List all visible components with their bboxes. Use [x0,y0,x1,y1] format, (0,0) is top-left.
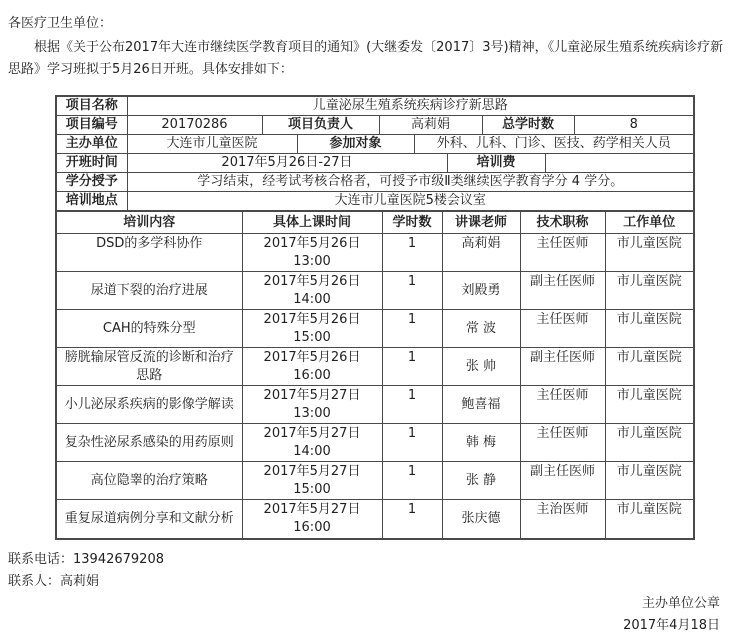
lesson-hours: 1 [382,500,442,538]
schedule-header-row [57,212,693,234]
lesson-hours: 1 [382,234,442,272]
schedule-row [57,424,693,462]
lesson-time [242,500,382,538]
lesson-title: 主任医师 [520,386,605,424]
lesson-title: 副主任医师 [520,348,605,386]
lesson-hour: 14:00 [293,444,331,459]
header-unit: 工作单位 [605,212,693,234]
lesson-teacher: 鲍喜福 [442,386,520,424]
fee-label: 培训费 [447,154,545,173]
leader-label: 项目负责人 [262,116,379,135]
total-hours-label: 总学时数 [482,116,574,135]
lesson-hours: 1 [382,462,442,500]
project-name-value: 儿童泌尿生殖系统疾病诊疗新思路 [127,97,693,116]
lesson-content: 膀胱输尿管反流的诊断和治疗思路 [57,348,242,386]
lesson-time [242,310,382,348]
lesson-content: 重复尿道病例分享和文献分析 [57,500,242,538]
lesson-hour: 16:00 [293,368,331,383]
organizer-label: 主办单位 [57,135,127,154]
lesson-unit: 市儿童医院 [605,348,693,386]
lesson-hour: 14:00 [293,292,331,307]
lesson-time [242,272,382,310]
table-row [57,154,693,173]
lesson-teacher: 张 静 [442,462,520,500]
lesson-teacher: 刘殿勇 [442,272,520,310]
info-row-project-no [57,116,693,135]
contact-person: 联系人：高莉娟 [8,573,100,589]
schedule-row [57,234,693,272]
credit-value: 学习结束，经考试考核合格者，可授予市级Ⅱ类继续医学教育学分 4 学分。 [127,173,693,192]
lesson-title: 主任医师 [520,424,605,462]
header-title: 技术职称 [520,212,605,234]
info-row-organizer [57,135,693,154]
lesson-hour: 15:00 [293,330,331,345]
schedule-row [57,386,693,424]
lesson-time [242,462,382,500]
fee-value [545,154,693,173]
table-row [57,135,693,154]
header-hours: 学时数 [382,212,442,234]
lesson-title: 主治医师 [520,500,605,538]
lesson-time [242,424,382,462]
project-name-label: 项目名称 [57,97,127,116]
lesson-hours: 1 [382,348,442,386]
table-row [57,97,693,116]
lesson-date: 2017年5月26日 [263,274,361,289]
lesson-teacher: 韩 梅 [442,424,520,462]
audience-value: 外科、儿科、门诊、医技、药学相关人员 [414,135,693,154]
lesson-hours: 1 [382,424,442,462]
header-time: 具体上课时间 [242,212,382,234]
lesson-date: 2017年5月26日 [263,350,361,365]
lesson-title: 主任医师 [520,310,605,348]
lesson-content: 高位隐睾的治疗策略 [57,462,242,500]
lesson-date: 2017年5月26日 [263,236,361,251]
schedule-row [57,348,693,386]
salutation-text: 各医疗卫生单位： [8,16,113,31]
total-hours-value: 8 [574,116,693,135]
project-no-value: 20170286 [127,116,262,135]
lesson-teacher: 张庆德 [442,500,520,538]
project-no-label: 项目编号 [57,116,127,135]
start-date-value: 2017年5月26日-27日 [127,154,447,173]
lesson-content: CAH的特殊分型 [57,310,242,348]
lesson-title: 副主任医师 [520,462,605,500]
intro-paragraph: 根据《关于公布2017年大连市继续医学教育项目的通知》(大继委发〔2017〕3号)精神，《儿童泌尿生殖系统疾病诊疗新思路》学习班拟于5月26日开班。具体安排如下： [8,40,724,77]
lesson-unit: 市儿童医院 [605,424,693,462]
lesson-content: DSD的多学科协作 [57,234,242,272]
schedule-row [57,310,693,348]
lesson-unit: 市儿童医院 [616,502,682,517]
lesson-unit: 市儿童医院 [605,462,693,500]
lesson-hour: 13:00 [293,406,331,421]
lesson-hours: 1 [382,272,442,310]
lesson-unit: 市儿童医院 [605,272,693,310]
lesson-hour: 15:00 [293,482,331,497]
lesson-date: 2017年5月26日 [263,312,361,327]
venue-value: 大连市儿童医院5楼会议室 [127,192,693,211]
info-row-venue [57,192,693,212]
lesson-content: 小儿泌尿系疾病的影像学解读 [57,386,242,424]
date-line: 2017年4月18日 [623,617,720,633]
credit-label: 学分授予 [57,173,127,192]
lesson-teacher: 张 帅 [442,348,520,386]
schedule-row [57,500,693,538]
leader-value: 高莉娟 [379,116,482,135]
lesson-title: 副主任医师 [520,272,605,310]
table-row [57,192,693,211]
lesson-unit: 市儿童医院 [605,386,693,424]
info-row-start-date [57,154,693,173]
schedule-row [57,272,693,310]
lesson-teacher: 高莉娟 [442,234,520,272]
schedule-table [57,212,693,538]
start-date-label: 开班时间 [57,154,127,173]
lesson-teacher: 常 波 [442,310,520,348]
table-row [57,173,693,192]
venue-label: 培训地点 [57,192,127,211]
lesson-date: 2017年5月27日 [263,388,361,403]
organizer-value: 大连市儿童医院 [127,135,297,154]
lesson-content: 复杂性泌尿系感染的用药原则 [57,424,242,462]
info-row-project-name [57,97,693,116]
training-plan-table [55,95,695,540]
lesson-time [242,348,382,386]
lesson-date: 2017年5月27日 [263,464,361,479]
schedule-row [57,462,693,500]
contact-phone: 联系电话：13942679208 [8,551,164,567]
lesson-title: 主任医师 [520,234,605,272]
lesson-date: 2017年5月27日 [263,426,361,441]
header-teacher: 讲课老师 [442,212,520,234]
audience-label: 参加对象 [297,135,414,154]
lesson-hours: 1 [382,310,442,348]
lesson-unit: 市儿童医院 [605,234,693,272]
lesson-hours: 1 [382,386,442,424]
lesson-date: 2017年5月27日 [263,502,361,517]
header-content: 培训内容 [57,212,242,234]
lesson-unit: 市儿童医院 [605,310,693,348]
lesson-content: 尿道下裂的治疗进展 [57,272,242,310]
lesson-hour: 16:00 [293,520,331,535]
lesson-time [242,386,382,424]
seal-line: 主办单位公章 [641,595,720,611]
info-row-credit [57,173,693,192]
lesson-time [242,234,382,272]
table-row [57,116,693,135]
lesson-hour: 13:00 [293,254,331,269]
